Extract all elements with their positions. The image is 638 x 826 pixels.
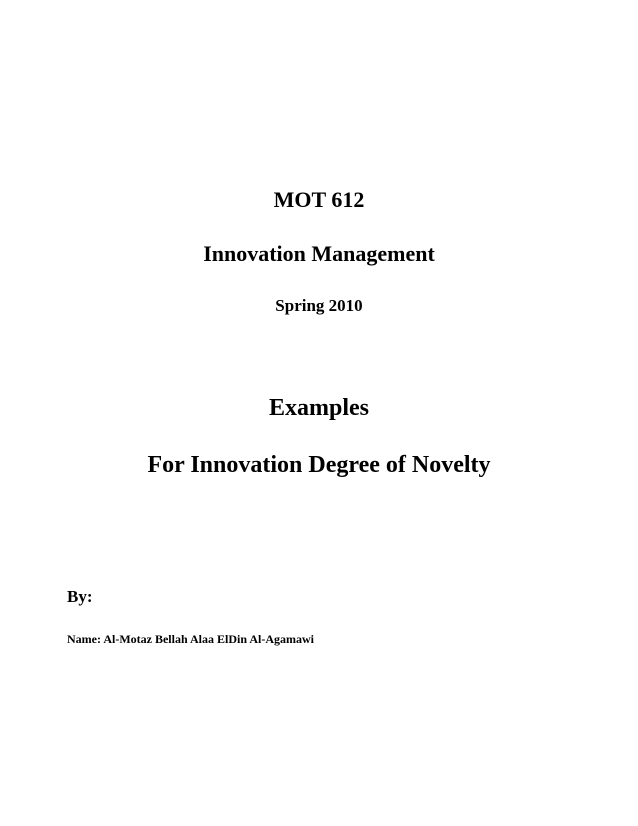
course-code: MOT 612	[273, 187, 365, 212]
semester: Spring 2010	[275, 296, 363, 315]
author-name: Name: Al-Motaz Bellah Alaa ElDin Al-Agamawi	[67, 632, 314, 646]
report-heading: Examples	[268, 395, 369, 421]
by-label: By:	[67, 587, 93, 606]
report-subheading: For Innovation Degree of Novelty	[147, 452, 491, 478]
course-title: Innovation Management	[203, 241, 435, 266]
